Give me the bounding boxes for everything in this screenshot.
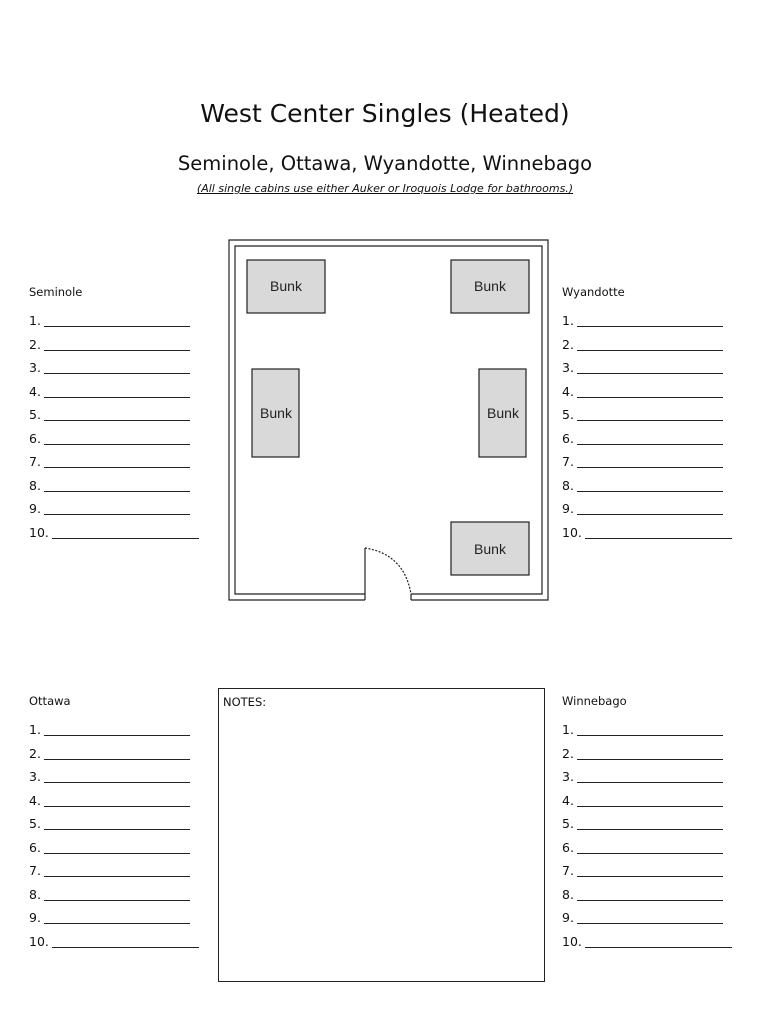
slot-number: 4.: [562, 792, 574, 808]
name-blank-line[interactable]: [44, 816, 190, 830]
roster-slot: [29, 356, 234, 380]
slot-number: 10.: [29, 524, 49, 540]
name-blank-line[interactable]: [44, 407, 190, 421]
name-blank-line[interactable]: [585, 525, 732, 539]
slot-number: 1.: [29, 722, 41, 737]
name-blank-line[interactable]: [585, 934, 732, 948]
slot-number: 3.: [29, 769, 41, 784]
name-blank-line[interactable]: [44, 840, 190, 854]
slot-number: 6.: [29, 430, 41, 446]
notes-box[interactable]: [218, 688, 545, 982]
name-blank-line[interactable]: [577, 722, 723, 736]
slot-number: 3.: [29, 360, 41, 375]
name-blank-line[interactable]: [44, 313, 190, 327]
name-blank-line[interactable]: [577, 454, 723, 468]
name-blank-line[interactable]: [44, 722, 190, 736]
roster-slot: [562, 812, 767, 836]
name-blank-line[interactable]: [44, 501, 190, 515]
roster-winnebago: [562, 691, 767, 953]
roster-ottawa: [29, 691, 234, 953]
slot-number: 1.: [562, 313, 574, 328]
slot-number: 8.: [562, 886, 574, 902]
roster-slot: [29, 333, 234, 357]
roster-slot: [29, 309, 234, 333]
name-blank-line[interactable]: [577, 313, 723, 327]
roster-slot: [29, 859, 234, 883]
slot-number: 8.: [562, 477, 574, 493]
cabin-floorplan: [226, 236, 552, 602]
roster-slot: [29, 765, 234, 789]
bunk: [451, 260, 529, 313]
slot-number: 2.: [562, 336, 574, 352]
name-blank-line[interactable]: [44, 863, 190, 877]
svg-text:Bunk: Bunk: [270, 278, 302, 294]
roster-slot: [562, 521, 767, 545]
slot-number: 10.: [562, 933, 582, 949]
roster-slot: [562, 497, 767, 521]
name-blank-line[interactable]: [577, 863, 723, 877]
roster-slot: [29, 930, 234, 954]
roster-slot: [29, 812, 234, 836]
roster-slot: [29, 836, 234, 860]
name-blank-line[interactable]: [44, 910, 190, 924]
name-blank-line[interactable]: [44, 384, 190, 398]
door-icon: [365, 548, 411, 594]
svg-text:Bunk: Bunk: [260, 405, 292, 421]
roster-slot: [562, 427, 767, 451]
slot-number: 5.: [562, 407, 574, 422]
roster-slot: [562, 333, 767, 357]
roster-slot: [562, 718, 767, 742]
roster-slot: [562, 930, 767, 954]
slot-number: 8.: [29, 477, 41, 493]
roster-slot: [29, 474, 234, 498]
roster-wyandotte: [562, 282, 767, 544]
roster-slot: [29, 403, 234, 427]
roster-slot: [562, 403, 767, 427]
name-blank-line[interactable]: [44, 337, 190, 351]
slot-number: 5.: [29, 816, 41, 831]
bunk: [252, 369, 299, 457]
name-blank-line[interactable]: [44, 360, 190, 374]
slot-number: 1.: [29, 313, 41, 328]
roster-slot: [562, 356, 767, 380]
slot-number: 9.: [29, 910, 41, 925]
svg-text:Bunk: Bunk: [474, 541, 506, 557]
slot-number: 10.: [562, 524, 582, 540]
bunk: [247, 260, 325, 313]
slot-number: 4.: [29, 383, 41, 399]
name-blank-line[interactable]: [577, 360, 723, 374]
roster-slot: [29, 450, 234, 474]
name-blank-line[interactable]: [577, 478, 723, 492]
slot-number: 4.: [29, 792, 41, 808]
name-blank-line[interactable]: [577, 501, 723, 515]
slot-number: 3.: [562, 769, 574, 784]
name-blank-line[interactable]: [577, 384, 723, 398]
slot-number: 6.: [29, 839, 41, 855]
slot-number: 6.: [562, 839, 574, 855]
svg-text:Bunk: Bunk: [487, 405, 519, 421]
name-blank-line[interactable]: [52, 525, 199, 539]
roster-slot: [29, 497, 234, 521]
slot-number: 2.: [29, 745, 41, 761]
slot-number: 9.: [562, 501, 574, 516]
roster-slot: [29, 906, 234, 930]
roster-slot: [562, 309, 767, 333]
roster-slot: [562, 836, 767, 860]
slot-number: 9.: [29, 501, 41, 516]
cabin-name: Wyandotte: [562, 285, 625, 299]
roster-slot: [29, 742, 234, 766]
name-blank-line[interactable]: [577, 769, 723, 783]
roster-slot: [562, 765, 767, 789]
name-blank-line[interactable]: [44, 887, 190, 901]
page-title: West Center Singles (Heated): [200, 99, 570, 128]
slot-number: 4.: [562, 383, 574, 399]
roster-slot: [562, 380, 767, 404]
bathroom-note: (All single cabins use either Auker or Iroquois Lodge for bathrooms.): [196, 182, 574, 195]
roster-slot: [562, 474, 767, 498]
slot-number: 10.: [29, 933, 49, 949]
name-blank-line[interactable]: [577, 887, 723, 901]
slot-number: 7.: [562, 863, 574, 878]
roster-slot: [29, 789, 234, 813]
roster-slot: [29, 427, 234, 451]
roster-slot: [29, 521, 234, 545]
name-blank-line[interactable]: [44, 746, 190, 760]
name-blank-line[interactable]: [44, 769, 190, 783]
roster-slot: [562, 450, 767, 474]
roster-slot: [562, 789, 767, 813]
cabin-name: Seminole: [29, 285, 83, 299]
slot-number: 3.: [562, 360, 574, 375]
name-blank-line[interactable]: [577, 840, 723, 854]
notes-label: NOTES:: [223, 695, 267, 709]
name-blank-line[interactable]: [44, 793, 190, 807]
roster-slot: [29, 718, 234, 742]
slot-number: 7.: [29, 454, 41, 469]
name-blank-line[interactable]: [577, 746, 723, 760]
slot-number: 2.: [562, 745, 574, 761]
roster-slot: [29, 380, 234, 404]
roster-slot: [562, 859, 767, 883]
bunk: [479, 369, 526, 457]
bunk: [451, 522, 529, 575]
slot-number: 8.: [29, 886, 41, 902]
cabin-name: Winnebago: [562, 694, 627, 708]
slot-number: 6.: [562, 430, 574, 446]
slot-number: 5.: [562, 816, 574, 831]
cabin-name: Ottawa: [29, 694, 71, 708]
svg-text:Bunk: Bunk: [474, 278, 506, 294]
roster-slot: [562, 742, 767, 766]
roster-seminole: [29, 282, 234, 544]
roster-slot: [562, 883, 767, 907]
name-blank-line[interactable]: [52, 934, 199, 948]
name-blank-line[interactable]: [577, 910, 723, 924]
name-blank-line[interactable]: [577, 816, 723, 830]
slot-number: 1.: [562, 722, 574, 737]
name-blank-line[interactable]: [577, 407, 723, 421]
roster-slot: [29, 883, 234, 907]
roster-slot: [562, 906, 767, 930]
name-blank-line[interactable]: [44, 478, 190, 492]
name-blank-line[interactable]: [577, 793, 723, 807]
slot-number: 7.: [29, 863, 41, 878]
slot-number: 7.: [562, 454, 574, 469]
slot-number: 5.: [29, 407, 41, 422]
name-blank-line[interactable]: [44, 454, 190, 468]
name-blank-line[interactable]: [577, 431, 723, 445]
slot-number: 9.: [562, 910, 574, 925]
name-blank-line[interactable]: [577, 337, 723, 351]
cabin-list-subtitle: Seminole, Ottawa, Wyandotte, Winnebago: [177, 152, 593, 175]
name-blank-line[interactable]: [44, 431, 190, 445]
slot-number: 2.: [29, 336, 41, 352]
